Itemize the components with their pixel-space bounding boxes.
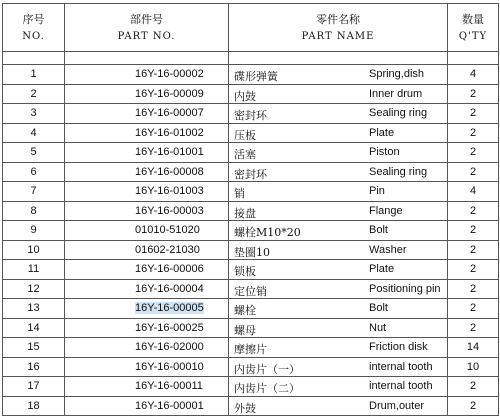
part-name-en: Piston <box>369 146 400 158</box>
part-name-en: Sealing ring <box>369 107 428 119</box>
header-no-en: NO. <box>22 30 45 42</box>
quantity: 14 <box>448 338 499 358</box>
part-number-cell <box>65 162 229 182</box>
part-number-cell <box>65 338 229 358</box>
table-row <box>3 338 499 358</box>
part-number-cell <box>65 84 229 104</box>
table-row <box>3 104 499 124</box>
header-part-no-zh: 部件号 <box>130 12 163 26</box>
part-name-zh: 内齿片（二） <box>234 382 300 395</box>
part-name-zh: 锁板 <box>234 265 256 278</box>
table-row <box>3 123 499 143</box>
row-number: 9 <box>3 221 65 241</box>
table-row <box>3 318 499 338</box>
part-name-en: Friction disk <box>369 341 428 353</box>
part-name-zh: 接盘 <box>234 206 256 220</box>
quantity: 2 <box>448 123 499 143</box>
part-name-zh: 密封环 <box>234 167 267 181</box>
quantity: 2 <box>448 221 499 241</box>
part-name-en: Sealing ring <box>369 165 428 178</box>
part-name-cell <box>229 162 448 182</box>
header-no-zh: 序号 <box>22 12 45 26</box>
part-number-cell <box>65 143 229 163</box>
header-no <box>3 4 65 52</box>
header-qty-zh: 数量 <box>462 12 484 26</box>
part-number-cell <box>65 182 229 202</box>
header-row <box>3 4 499 52</box>
part-name-cell <box>229 396 448 416</box>
quantity: 4 <box>448 65 499 85</box>
part-number-cell <box>65 357 229 377</box>
part-name-cell <box>229 260 448 280</box>
quantity: 2 <box>448 143 499 163</box>
part-name-en: Plate <box>369 263 395 275</box>
table-row <box>3 357 499 377</box>
part-name-zh: 摩擦片 <box>234 343 267 356</box>
part-number-cell <box>65 377 229 397</box>
part-number[interactable]: 16Y-16-01003 <box>135 185 204 198</box>
part-number[interactable]: 16Y-16-01001 <box>135 146 204 159</box>
part-number[interactable]: 16Y-16-00009 <box>135 87 204 100</box>
row-number: 17 <box>3 377 65 397</box>
header-part-name-en: PART NAME <box>301 30 375 42</box>
part-name-en: Bolt <box>369 302 388 314</box>
table-row <box>3 377 499 397</box>
header-qty <box>448 4 499 52</box>
row-number: 12 <box>3 279 65 299</box>
row-number: 7 <box>3 182 65 202</box>
part-name-cell <box>229 299 448 319</box>
header-part-name <box>229 4 448 52</box>
row-number: 13 <box>3 299 65 319</box>
row-number: 16 <box>3 357 65 377</box>
part-name-cell <box>229 240 448 260</box>
part-name-cell <box>229 123 448 143</box>
quantity: 2 <box>448 260 499 280</box>
table-row <box>3 162 499 182</box>
part-name-en: Flange <box>369 204 403 217</box>
part-name-en: Plate <box>369 126 395 139</box>
row-number: 4 <box>3 123 65 143</box>
part-number[interactable]: 01602-21030 <box>135 243 200 256</box>
part-number[interactable]: 16Y-16-00005 <box>135 302 204 315</box>
part-number-cell <box>65 260 229 280</box>
part-number[interactable]: 16Y-16-00004 <box>135 282 204 295</box>
part-name-cell <box>229 279 448 299</box>
part-name-zh: 螺母 <box>234 323 256 337</box>
part-number-cell <box>65 240 229 260</box>
part-name-cell <box>229 182 448 202</box>
part-name-zh: 碟形弹簧 <box>234 70 278 83</box>
part-name-en: internal tooth <box>369 380 433 392</box>
part-number[interactable]: 16Y-16-00008 <box>135 165 204 178</box>
part-number[interactable]: 16Y-16-00001 <box>135 399 204 412</box>
quantity: 2 <box>448 318 499 338</box>
part-name-cell <box>229 338 448 358</box>
part-name-zh: 定位销 <box>234 284 267 298</box>
part-name-zh: 螺栓 <box>234 304 256 317</box>
part-number[interactable]: 16Y-16-00007 <box>135 107 204 120</box>
part-number[interactable]: 16Y-16-00003 <box>135 204 204 217</box>
row-number: 15 <box>3 338 65 358</box>
part-number-cell <box>65 318 229 338</box>
row-number: 3 <box>3 104 65 124</box>
part-name-cell <box>229 357 448 377</box>
row-number: 1 <box>3 65 65 85</box>
part-name-en: Spring,dish <box>369 68 425 80</box>
part-name-cell <box>229 84 448 104</box>
header-qty-en: Q'TY <box>458 30 488 42</box>
part-name-zh: 密封环 <box>234 109 267 122</box>
part-name-zh: 销 <box>234 187 245 200</box>
table-row <box>3 143 499 163</box>
part-number-cell <box>65 104 229 124</box>
header-part-no-en: PART NO. <box>117 30 176 42</box>
part-number-cell <box>65 299 229 319</box>
row-number: 2 <box>3 84 65 104</box>
row-number: 14 <box>3 318 65 338</box>
table-row <box>3 396 499 416</box>
table-row <box>3 221 499 241</box>
part-number-cell <box>65 396 229 416</box>
part-number[interactable]: 16Y-16-02000 <box>135 341 204 354</box>
quantity: 2 <box>448 104 499 124</box>
quantity: 2 <box>448 162 499 182</box>
table-row <box>3 84 499 104</box>
header-part-no <box>65 4 229 52</box>
part-name-en: Drum,outer <box>369 399 425 412</box>
part-name-zh: 螺栓M10*20 <box>234 226 301 239</box>
part-number-cell <box>65 123 229 143</box>
part-number[interactable]: 16Y-16-00011 <box>135 380 203 393</box>
part-name-cell <box>229 201 448 221</box>
quantity: 2 <box>448 377 499 397</box>
table-row <box>3 260 499 280</box>
part-name-en: Positioning pin <box>369 282 441 295</box>
row-number: 10 <box>3 240 65 260</box>
part-name-cell <box>229 143 448 163</box>
part-name-en: Nut <box>369 321 387 334</box>
table-row <box>3 279 499 299</box>
quantity: 10 <box>448 357 499 377</box>
part-number-cell <box>65 65 229 85</box>
quantity: 2 <box>448 84 499 104</box>
part-name-en: internal tooth <box>369 360 433 373</box>
part-number[interactable]: 16Y-16-00010 <box>135 360 204 373</box>
part-name-en: Inner drum <box>369 87 423 100</box>
part-name-cell <box>229 377 448 397</box>
part-number-cell <box>65 221 229 241</box>
parts-table <box>2 3 499 416</box>
part-number[interactable]: 16Y-16-00002 <box>135 68 204 81</box>
table-row <box>3 182 499 202</box>
spacer-row <box>3 52 499 65</box>
row-number: 8 <box>3 201 65 221</box>
table-row <box>3 299 499 319</box>
quantity: 2 <box>448 396 499 416</box>
part-number[interactable]: 16Y-16-01002 <box>135 126 204 139</box>
part-number[interactable]: 01010-51020 <box>135 224 200 237</box>
quantity: 2 <box>448 201 499 221</box>
part-name-cell <box>229 65 448 85</box>
table-row <box>3 65 499 85</box>
part-name-zh: 压板 <box>234 128 256 142</box>
part-name-zh: 垫圈10 <box>234 245 270 259</box>
part-name-cell <box>229 104 448 124</box>
part-name-zh: 活塞 <box>234 148 256 161</box>
part-number[interactable]: 16Y-16-00025 <box>135 321 204 334</box>
part-name-cell <box>229 221 448 241</box>
quantity: 2 <box>448 240 499 260</box>
part-number[interactable]: 16Y-16-00006 <box>135 263 204 276</box>
quantity: 2 <box>448 299 499 319</box>
part-name-en: Bolt <box>369 224 388 236</box>
part-name-zh: 内鼓 <box>234 89 256 103</box>
part-name-zh: 外鼓 <box>234 401 256 415</box>
row-number: 6 <box>3 162 65 182</box>
row-number: 11 <box>3 260 65 280</box>
part-name-zh: 内齿片（一） <box>234 362 300 376</box>
table-row <box>3 240 499 260</box>
header-part-name-zh: 零件名称 <box>316 12 360 26</box>
part-name-en: Washer <box>369 243 407 256</box>
table-row <box>3 201 499 221</box>
part-number-cell <box>65 201 229 221</box>
quantity: 4 <box>448 182 499 202</box>
part-number-cell <box>65 279 229 299</box>
part-name-en: Pin <box>369 185 385 197</box>
quantity: 2 <box>448 279 499 299</box>
row-number: 18 <box>3 396 65 416</box>
part-name-cell <box>229 318 448 338</box>
row-number: 5 <box>3 143 65 163</box>
